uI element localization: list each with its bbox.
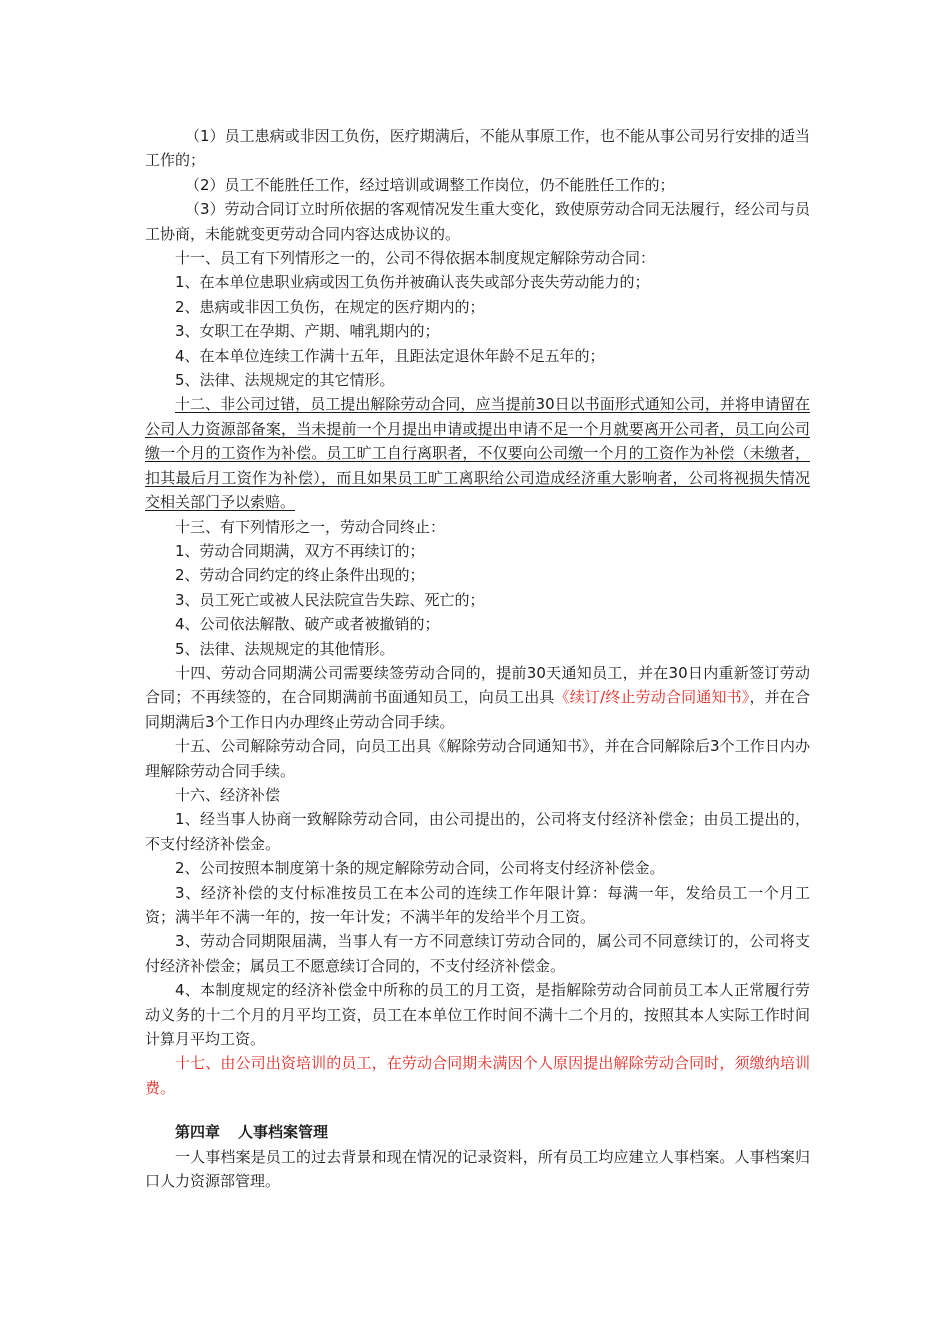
chapter-number: 第四章 bbox=[175, 1123, 221, 1142]
paragraph-p2: （2）员工不能胜任工作，经过培训或调整工作岗位，仍不能胜任工作的； bbox=[185, 175, 675, 194]
paragraph-p12: 1、劳动合同期满，双方不再续订的； bbox=[175, 541, 425, 560]
paragraph-group-compensation bbox=[145, 734, 810, 1100]
paragraph-p6: 2、患病或非因工负伤，在规定的医疗期内的； bbox=[175, 297, 485, 316]
paragraph-p25: 十七、由公司出资培训的员工，在劳动合同期未满因个人原因提出解除劳动合同时，须缴纳培训费。 bbox=[145, 1054, 810, 1097]
paragraph-p13: 2、劳动合同约定的终止条件出现的； bbox=[175, 566, 425, 585]
document-page bbox=[145, 124, 810, 1193]
paragraph-p11: 十三、有下列情形之一，劳动合同终止： bbox=[175, 517, 446, 536]
paragraph-p15: 4、公司依法解散、破产或者被撤销的； bbox=[175, 615, 440, 634]
paragraph-p9: 5、法律、法规规定的其它情形。 bbox=[175, 371, 395, 390]
paragraph-p21: 2、公司按照本制度第十条的规定解除劳动合同，公司将支付经济补偿金。 bbox=[175, 859, 665, 878]
paragraph-p7: 3、女职工在孕期、产期、哺乳期内的； bbox=[175, 322, 440, 341]
paragraph-p10: 十二、非公司过错，员工提出解除劳动合同，应当提前30日以书面形式通知公司，并将申请留在公司人力资源部备案，当未提前一个月提出申请或提出申请不足一个月就要离开公司者，员工向公司缴一个月的工资作为补偿。员工旷工自行离职者，不仅要向公司缴一个月的工资作为补偿（未缴者，扣其最后月工资作为补偿），而且如果员工旷工离职给公司造成经济重大影响者，公司将视损失情况交相关部门予以索赔。 bbox=[145, 395, 810, 512]
paragraph-p19: 十六、经济补偿 bbox=[175, 785, 281, 804]
paragraph-p23: 3、劳动合同期限届满，当事人有一方不同意续订劳动合同的，属公司不同意续订的，公司将支付经济补偿金；属员工不愿意续订合同的，不支付经济补偿金。 bbox=[145, 932, 810, 975]
paragraph-p3: （3）劳动合同订立时所依据的客观情况发生重大变化，致使原劳动合同无法履行，经公司与员工协商，未能就变更劳动合同内容达成协议的。 bbox=[145, 200, 810, 243]
paragraph-personnel-archive: 一人事档案是员工的过去背景和现在情况的记录资料，所有员工均应建立人事档案。人事档案归口人力资源部管理。 bbox=[145, 1147, 810, 1191]
renewal-text-after: ，并在合同期满后3个工作日内办理终止劳动合同手续。 bbox=[145, 688, 810, 731]
paragraph-p24: 4、本制度规定的经济补偿金中所称的员工的月工资，是指解除劳动合同前员工本人正常履行劳动义务的十二个月的月平均工资，员工在本单位工作时间不满十二个月的，按照其本人实际工作时间计算月平均工资。 bbox=[145, 981, 810, 1049]
chapter-title: 人事档案管理 bbox=[238, 1123, 329, 1142]
paragraph-p5: 1、在本单位患职业病或因工负伤并被确认丧失或部分丧失劳动能力的； bbox=[175, 273, 650, 292]
paragraph-p1: （1）员工患病或非因工负伤，医疗期满后，不能从事原工作，也不能从事公司另行安排的适当工作的； bbox=[145, 127, 810, 170]
paragraph-p16: 5、法律、法规规定的其他情形。 bbox=[175, 639, 395, 658]
paragraph-p20: 1、经当事人协商一致解除劳动合同，由公司提出的，公司将支付经济补偿金；由员工提出的，不支付经济补偿金。 bbox=[145, 810, 810, 853]
renewal-notice-title: 《续订/终止劳动合同通知书》 bbox=[554, 688, 750, 707]
paragraph-p4: 十一、员工有下列情形之一的，公司不得依据本制度规定解除劳动合同： bbox=[175, 249, 656, 268]
chapter-heading bbox=[145, 1120, 810, 1144]
paragraph-group-termination-rules bbox=[145, 124, 810, 661]
paragraph-p14: 3、员工死亡或被人民法院宣告失踪、死亡的； bbox=[175, 590, 485, 609]
paragraph-p8: 4、在本单位连续工作满十五年，且距法定退休年龄不足五年的； bbox=[175, 346, 605, 365]
paragraph-contract-renewal bbox=[145, 661, 810, 734]
paragraph-p22: 3、经济补偿的支付标准按员工在本公司的连续工作年限计算：每满一年，发给员工一个月工资；满半年不满一年的，按一年计发；不满半年的发给半个月工资。 bbox=[145, 883, 810, 926]
paragraph-p18: 十五、公司解除劳动合同，向员工出具《解除劳动合同通知书》，并在合同解除后3个工作日内办理解除劳动合同手续。 bbox=[145, 737, 810, 780]
renewal-text-before: 十四、劳动合同期满公司需要续签劳动合同的，提前30天通知员工，并在30日内重新签订劳动合同；不再续签的，在合同期满前书面通知员工，向员工出具 bbox=[145, 663, 810, 707]
